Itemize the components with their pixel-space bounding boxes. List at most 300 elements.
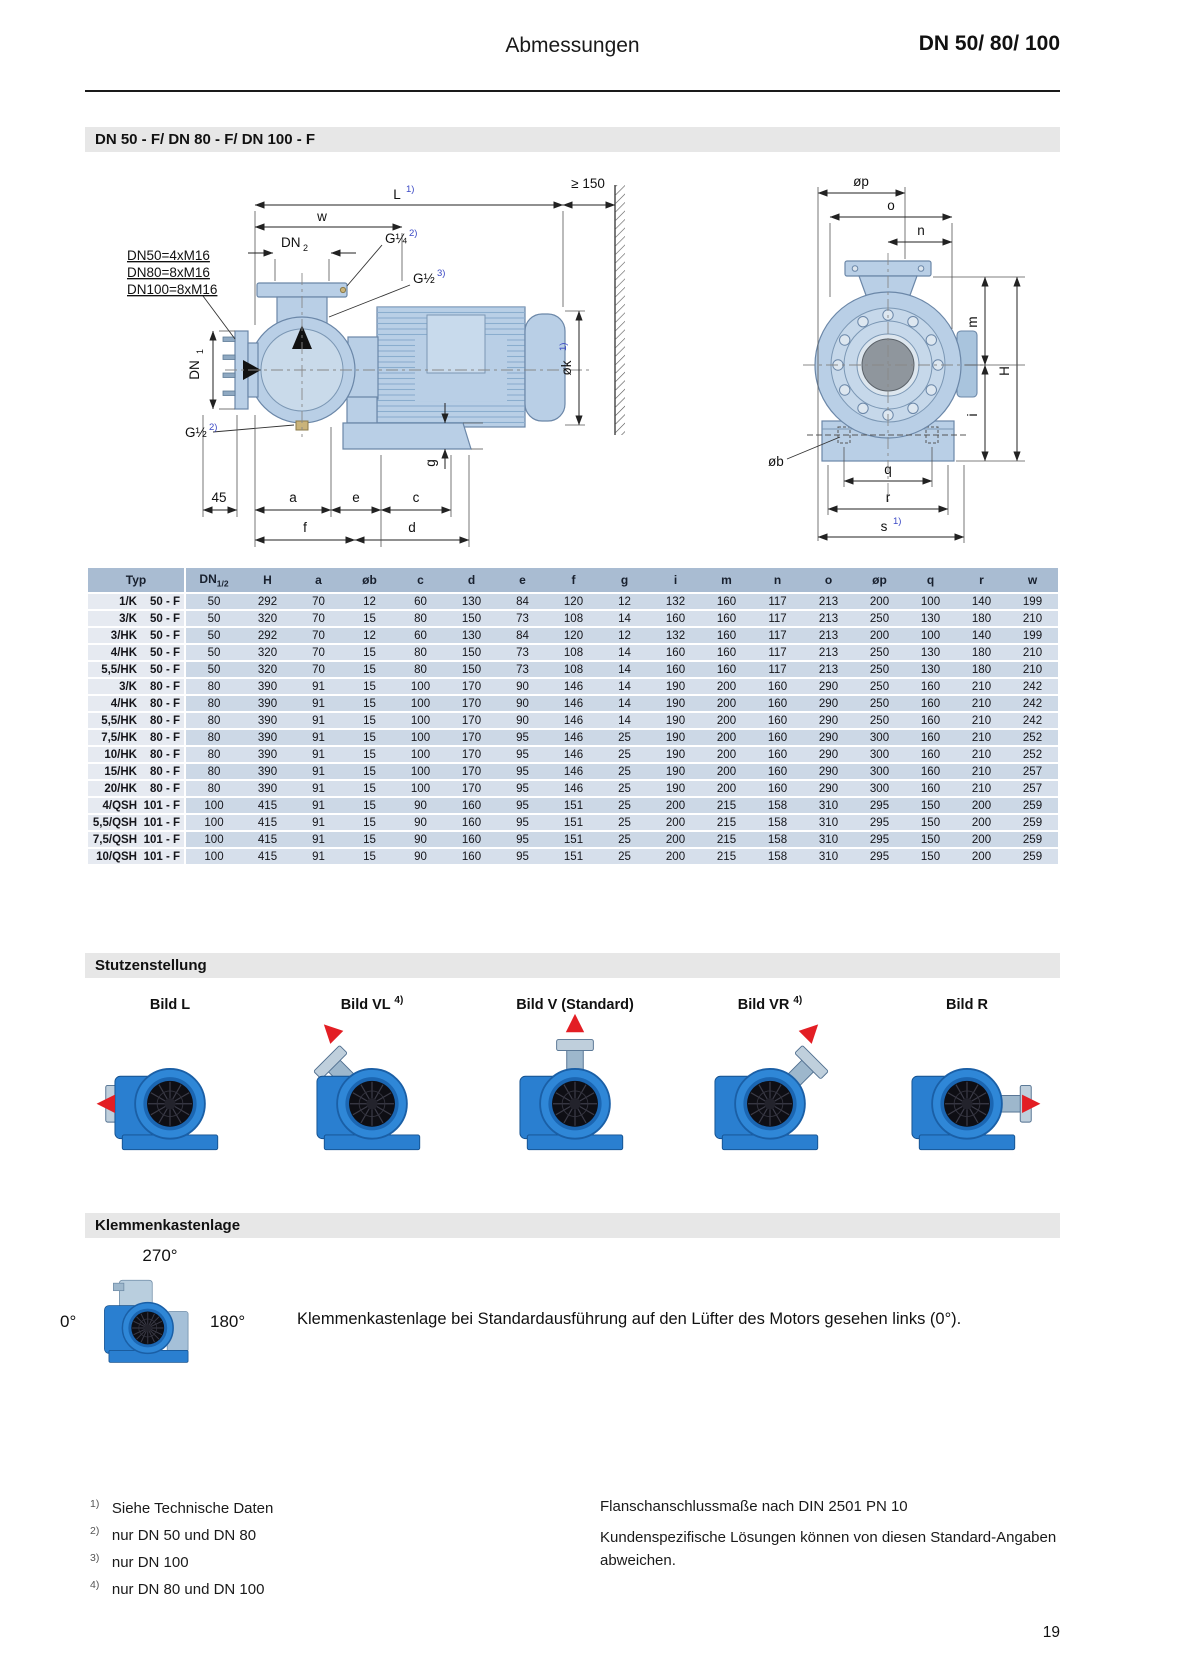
value-cell: 215	[701, 849, 752, 864]
value-cell: 170	[446, 747, 497, 762]
value-cell: 15	[344, 764, 395, 779]
typ-cell: 5,5/HK 80 - F	[88, 713, 186, 728]
value-cell: 130	[446, 628, 497, 643]
value-cell: 160	[650, 662, 701, 677]
value-cell: 210	[956, 781, 1007, 796]
value-cell: 130	[905, 662, 956, 677]
value-cell: 100	[905, 628, 956, 643]
value-cell: 390	[242, 679, 293, 694]
value-cell: 15	[344, 713, 395, 728]
dim-label-c: c	[412, 490, 420, 505]
value-cell: 91	[293, 730, 344, 745]
value-cell: 259	[1007, 798, 1058, 813]
table-row	[88, 781, 1058, 796]
value-cell: 80	[186, 679, 242, 694]
value-cell: 150	[905, 815, 956, 830]
value-cell: 250	[854, 713, 905, 728]
value-cell: 91	[293, 798, 344, 813]
value-cell: 190	[650, 679, 701, 694]
value-cell: 146	[548, 730, 599, 745]
value-cell: 130	[905, 645, 956, 660]
dim-label-o: o	[887, 198, 895, 213]
value-cell: 15	[344, 696, 395, 711]
value-cell: 150	[905, 832, 956, 847]
value-cell: 117	[752, 645, 803, 660]
value-cell: 158	[752, 798, 803, 813]
value-cell: 12	[599, 594, 650, 609]
value-cell: 15	[344, 645, 395, 660]
value-cell: 242	[1007, 713, 1058, 728]
value-cell: 25	[599, 730, 650, 745]
value-cell: 160	[905, 696, 956, 711]
value-cell: 300	[854, 730, 905, 745]
footnote-right-1: Flanschanschlussmaße nach DIN 2501 PN 10	[600, 1498, 908, 1515]
typ-cell: 7,5/QSH 101 - F	[88, 832, 186, 847]
dim-label-DN2: DN	[281, 235, 301, 250]
value-cell: 91	[293, 849, 344, 864]
typ-cell: 15/HK 80 - F	[88, 764, 186, 779]
col-header: o	[803, 568, 854, 592]
typ-cell: 5,5/QSH 101 - F	[88, 815, 186, 830]
dim-label-e: e	[352, 490, 360, 505]
dim-label-H: H	[997, 366, 1012, 376]
value-cell: 14	[599, 713, 650, 728]
value-cell: 95	[497, 849, 548, 864]
value-cell: 160	[905, 764, 956, 779]
value-cell: 259	[1007, 832, 1058, 847]
value-cell: 90	[497, 679, 548, 694]
value-cell: 150	[905, 798, 956, 813]
value-cell: 80	[186, 764, 242, 779]
typ-cell: 4/HK 80 - F	[88, 696, 186, 711]
table-row	[88, 662, 1058, 677]
value-cell: 310	[803, 798, 854, 813]
dim-label-s: s	[880, 519, 888, 534]
value-cell: 160	[701, 662, 752, 677]
value-cell: 14	[599, 662, 650, 677]
value-cell: 90	[395, 849, 446, 864]
dim-label-G14-sup: 2)	[409, 228, 418, 239]
value-cell: 95	[497, 730, 548, 745]
port-direction-arrow	[566, 1014, 584, 1032]
value-cell: 70	[293, 594, 344, 609]
value-cell: 95	[497, 764, 548, 779]
value-cell: 290	[803, 747, 854, 762]
value-cell: 210	[1007, 662, 1058, 677]
value-cell: 310	[803, 832, 854, 847]
page-number: 19	[1042, 1624, 1060, 1641]
value-cell: 25	[599, 832, 650, 847]
value-cell: 200	[701, 730, 752, 745]
value-cell: 415	[242, 815, 293, 830]
value-cell: 15	[344, 798, 395, 813]
value-cell: 70	[293, 645, 344, 660]
value-cell: 215	[701, 815, 752, 830]
value-cell: 295	[854, 798, 905, 813]
value-cell: 80	[186, 730, 242, 745]
dim-label-f: f	[303, 520, 307, 535]
value-cell: 84	[497, 628, 548, 643]
value-cell: 80	[395, 662, 446, 677]
value-cell: 70	[293, 628, 344, 643]
footnote-1: $^{1)}$ Siehe Technische Daten	[90, 1498, 274, 1517]
value-cell: 91	[293, 679, 344, 694]
value-cell: 100	[395, 764, 446, 779]
value-cell: 140	[956, 628, 1007, 643]
table-row	[88, 645, 1058, 660]
col-header: c	[395, 568, 446, 592]
value-cell: 14	[599, 679, 650, 694]
col-header: r	[956, 568, 1007, 592]
dimensions-table-body	[88, 594, 1058, 864]
value-cell: 117	[752, 662, 803, 677]
value-cell: 25	[599, 798, 650, 813]
value-cell: 150	[446, 662, 497, 677]
value-cell: 160	[905, 781, 956, 796]
typ-cell: 4/HK 50 - F	[88, 645, 186, 660]
col-header: q	[905, 568, 956, 592]
value-cell: 213	[803, 628, 854, 643]
value-cell: 292	[242, 594, 293, 609]
value-cell: 15	[344, 611, 395, 626]
dim-label-s-sup: 1)	[893, 516, 902, 527]
table-row	[88, 628, 1058, 643]
value-cell: 132	[650, 628, 701, 643]
dim-label-G12-bottom-sup: 2)	[209, 422, 218, 433]
value-cell: 170	[446, 713, 497, 728]
value-cell: 91	[293, 696, 344, 711]
table-row	[88, 611, 1058, 626]
value-cell: 151	[548, 815, 599, 830]
value-cell: 150	[446, 645, 497, 660]
typ-cell: 3/K 80 - F	[88, 679, 186, 694]
value-cell: 200	[854, 594, 905, 609]
value-cell: 140	[956, 594, 1007, 609]
value-cell: 160	[752, 730, 803, 745]
value-cell: 14	[599, 645, 650, 660]
value-cell: 108	[548, 645, 599, 660]
table-row	[88, 730, 1058, 745]
pump-image-bild-vl	[292, 1012, 452, 1157]
value-cell: 15	[344, 679, 395, 694]
table-row	[88, 713, 1058, 728]
value-cell: 415	[242, 832, 293, 847]
value-cell: 95	[497, 781, 548, 796]
dim-label-min150: ≥ 150	[571, 176, 605, 191]
value-cell: 100	[395, 713, 446, 728]
table-row	[88, 764, 1058, 779]
value-cell: 180	[956, 611, 1007, 626]
typ-cell: 4/QSH 101 - F	[88, 798, 186, 813]
value-cell: 170	[446, 730, 497, 745]
dim-label-ok: øk	[559, 360, 574, 376]
col-header-typ: Typ	[88, 568, 186, 592]
col-header: m	[701, 568, 752, 592]
value-cell: 200	[701, 679, 752, 694]
value-cell: 80	[186, 747, 242, 762]
value-cell: 73	[497, 645, 548, 660]
value-cell: 160	[650, 611, 701, 626]
value-cell: 146	[548, 679, 599, 694]
value-cell: 160	[905, 679, 956, 694]
value-cell: 100	[395, 747, 446, 762]
header-rule	[85, 90, 1060, 92]
value-cell: 100	[395, 679, 446, 694]
dim-label-i: i	[965, 413, 980, 417]
value-cell: 100	[186, 798, 242, 813]
bolt-note-1: DN50=4xM16	[127, 248, 210, 263]
value-cell: 250	[854, 696, 905, 711]
col-header: i	[650, 568, 701, 592]
value-cell: 415	[242, 798, 293, 813]
value-cell: 130	[905, 611, 956, 626]
value-cell: 146	[548, 713, 599, 728]
value-cell: 199	[1007, 594, 1058, 609]
dim-label-ob: øb	[768, 454, 784, 469]
value-cell: 91	[293, 815, 344, 830]
value-cell: 91	[293, 713, 344, 728]
dim-label-w: w	[317, 209, 327, 224]
dim-label-a: a	[289, 490, 297, 505]
value-cell: 84	[497, 594, 548, 609]
value-cell: 80	[395, 645, 446, 660]
bild-label-l: Bild L	[149, 996, 191, 1013]
value-cell: 15	[344, 781, 395, 796]
value-cell: 295	[854, 815, 905, 830]
typ-cell: 10/HK 80 - F	[88, 747, 186, 762]
dim-label-L: L	[393, 187, 401, 202]
value-cell: 160	[752, 679, 803, 694]
value-cell: 160	[701, 645, 752, 660]
pump-front-view-drawing	[768, 174, 1025, 543]
value-cell: 100	[905, 594, 956, 609]
value-cell: 73	[497, 662, 548, 677]
value-cell: 146	[548, 696, 599, 711]
value-cell: 12	[344, 628, 395, 643]
value-cell: 15	[344, 849, 395, 864]
value-cell: 12	[344, 594, 395, 609]
section-title-stutzenstellung: Stutzenstellung	[85, 953, 1060, 978]
value-cell: 390	[242, 713, 293, 728]
value-cell: 160	[701, 628, 752, 643]
value-cell: 257	[1007, 781, 1058, 796]
col-header: d	[446, 568, 497, 592]
dim-label-G12-bottom: G½	[185, 425, 207, 440]
value-cell: 90	[497, 696, 548, 711]
bolt-note-2: DN80=8xM16	[127, 265, 210, 280]
value-cell: 108	[548, 662, 599, 677]
section-title-klemmenkasten: Klemmenkastenlage	[85, 1213, 1060, 1238]
pump-side-view-drawing	[127, 176, 625, 547]
value-cell: 60	[395, 628, 446, 643]
col-header: a	[293, 568, 344, 592]
dim-label-g: g	[423, 459, 438, 467]
dim-label-G12-top: G½	[413, 271, 435, 286]
dim-label-DN1-sub: 1	[195, 348, 205, 354]
value-cell: 120	[548, 594, 599, 609]
value-cell: 210	[956, 679, 1007, 694]
value-cell: 190	[650, 747, 701, 762]
bolt-note-3: DN100=8xM16	[127, 282, 218, 297]
pump-image-bild-v	[495, 1012, 655, 1157]
value-cell: 310	[803, 815, 854, 830]
value-cell: 15	[344, 815, 395, 830]
value-cell: 190	[650, 713, 701, 728]
dim-label-ok-sup: 1)	[558, 342, 569, 351]
value-cell: 259	[1007, 815, 1058, 830]
section-title-dimensions: DN 50 - F/ DN 80 - F/ DN 100 - F	[85, 127, 1060, 152]
value-cell: 190	[650, 730, 701, 745]
table-row	[88, 798, 1058, 813]
typ-cell: 7,5/HK 80 - F	[88, 730, 186, 745]
value-cell: 15	[344, 662, 395, 677]
value-cell: 15	[344, 832, 395, 847]
value-cell: 160	[752, 696, 803, 711]
dimensions-table	[88, 566, 1058, 866]
table-row	[88, 747, 1058, 762]
value-cell: 200	[956, 798, 1007, 813]
port-direction-arrow	[317, 1018, 343, 1044]
value-cell: 200	[701, 696, 752, 711]
value-cell: 290	[803, 764, 854, 779]
value-cell: 117	[752, 611, 803, 626]
value-cell: 170	[446, 781, 497, 796]
typ-cell: 5,5/HK 50 - F	[88, 662, 186, 677]
value-cell: 320	[242, 645, 293, 660]
value-cell: 50	[186, 645, 242, 660]
value-cell: 390	[242, 781, 293, 796]
value-cell: 117	[752, 628, 803, 643]
value-cell: 290	[803, 679, 854, 694]
value-cell: 80	[186, 696, 242, 711]
value-cell: 146	[548, 764, 599, 779]
value-cell: 80	[186, 781, 242, 796]
value-cell: 12	[599, 628, 650, 643]
table-row	[88, 696, 1058, 711]
value-cell: 80	[395, 611, 446, 626]
value-cell: 70	[293, 611, 344, 626]
value-cell: 415	[242, 849, 293, 864]
dim-label-n: n	[917, 223, 925, 238]
value-cell: 210	[1007, 611, 1058, 626]
value-cell: 90	[395, 832, 446, 847]
col-header: H	[242, 568, 293, 592]
value-cell: 50	[186, 594, 242, 609]
value-cell: 213	[803, 594, 854, 609]
dim-label-DN1: DN	[187, 360, 202, 380]
dim-label-r: r	[885, 490, 891, 505]
value-cell: 200	[701, 781, 752, 796]
table-header-row	[88, 568, 1058, 592]
value-cell: 160	[446, 798, 497, 813]
value-cell: 146	[548, 747, 599, 762]
dim-label-m: m	[965, 316, 980, 328]
dim-label-d: d	[408, 520, 416, 535]
typ-cell: 20/HK 80 - F	[88, 781, 186, 796]
value-cell: 295	[854, 832, 905, 847]
value-cell: 200	[650, 832, 701, 847]
value-cell: 160	[752, 764, 803, 779]
value-cell: 300	[854, 781, 905, 796]
value-cell: 215	[701, 798, 752, 813]
value-cell: 290	[803, 713, 854, 728]
value-cell: 292	[242, 628, 293, 643]
value-cell: 310	[803, 849, 854, 864]
bild-label-vr: Bild VR $^{4)}$	[737, 995, 803, 1013]
value-cell: 160	[752, 781, 803, 796]
col-header-dn: $DN_{1/2}$	[186, 568, 242, 592]
bild-label-r: Bild R	[946, 996, 988, 1013]
value-cell: 158	[752, 815, 803, 830]
value-cell: 95	[497, 815, 548, 830]
typ-cell: 10/QSH 101 - F	[88, 849, 186, 864]
value-cell: 95	[497, 798, 548, 813]
angle-label-0: 0°	[60, 1312, 77, 1331]
value-cell: 90	[395, 798, 446, 813]
value-cell: 213	[803, 662, 854, 677]
pump-image-bild-l	[90, 1012, 250, 1157]
value-cell: 250	[854, 611, 905, 626]
value-cell: 160	[752, 713, 803, 728]
value-cell: 320	[242, 662, 293, 677]
value-cell: 91	[293, 764, 344, 779]
value-cell: 90	[497, 713, 548, 728]
value-cell: 390	[242, 747, 293, 762]
footnote-right-2: Kundenspezifische Lösungen können von diesen Standard-Angaben abweichen.	[600, 1529, 1057, 1570]
port-direction-arrow	[799, 1018, 825, 1044]
value-cell: 151	[548, 832, 599, 847]
value-cell: 300	[854, 747, 905, 762]
value-cell: 160	[446, 815, 497, 830]
value-cell: 190	[650, 764, 701, 779]
klemmenkasten-pump-image	[94, 1260, 206, 1390]
value-cell: 210	[1007, 645, 1058, 660]
value-cell: 70	[293, 662, 344, 677]
technical-drawings	[85, 165, 1070, 560]
value-cell: 160	[701, 611, 752, 626]
value-cell: 210	[956, 696, 1007, 711]
footnote-2: $^{2)}$ nur DN 50 und DN 80	[90, 1525, 257, 1544]
col-header: w	[1007, 568, 1058, 592]
value-cell: 160	[446, 849, 497, 864]
value-cell: 91	[293, 747, 344, 762]
value-cell: 80	[186, 713, 242, 728]
value-cell: 200	[701, 713, 752, 728]
value-cell: 95	[497, 832, 548, 847]
value-cell: 250	[854, 645, 905, 660]
value-cell: 50	[186, 662, 242, 677]
table-row	[88, 679, 1058, 694]
dim-label-DN2-sub: 2	[303, 243, 309, 253]
angle-label-270: 270°	[142, 1246, 178, 1265]
value-cell: 132	[650, 594, 701, 609]
value-cell: 95	[497, 747, 548, 762]
value-cell: 200	[956, 849, 1007, 864]
value-cell: 100	[395, 730, 446, 745]
col-header: f	[548, 568, 599, 592]
value-cell: 190	[650, 781, 701, 796]
value-cell: 210	[956, 730, 1007, 745]
value-cell: 25	[599, 764, 650, 779]
value-cell: 180	[956, 662, 1007, 677]
value-cell: 160	[446, 832, 497, 847]
page-header	[85, 28, 1060, 68]
value-cell: 15	[344, 730, 395, 745]
value-cell: 151	[548, 849, 599, 864]
table-row	[88, 849, 1058, 864]
value-cell: 300	[854, 764, 905, 779]
value-cell: 130	[446, 594, 497, 609]
